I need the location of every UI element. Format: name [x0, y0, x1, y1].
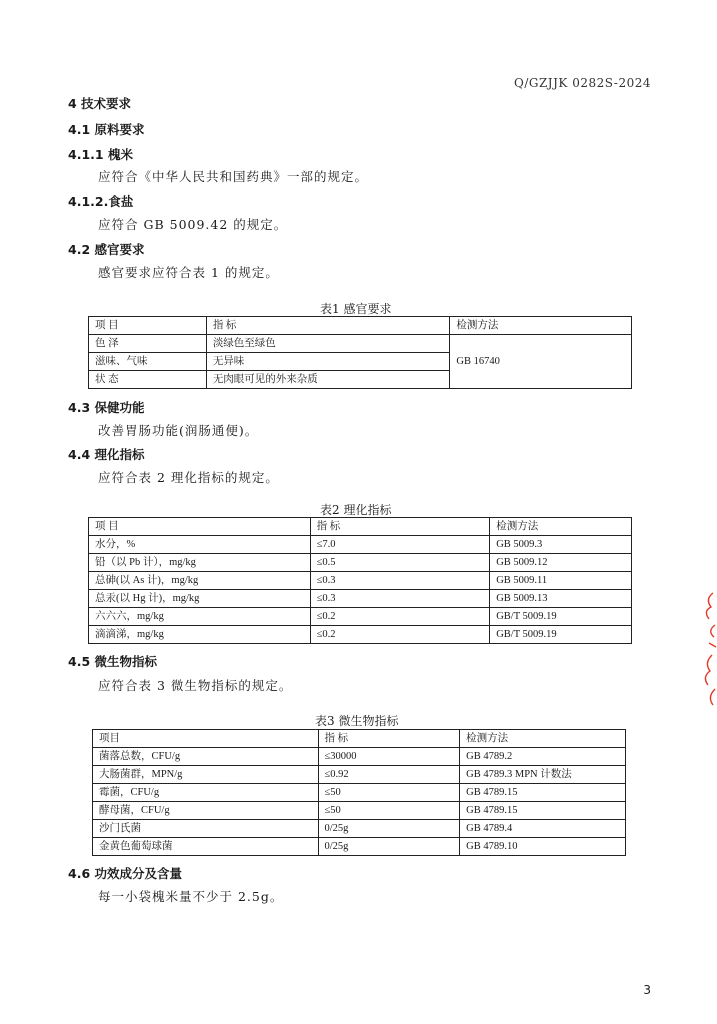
table-row	[89, 608, 632, 626]
heading-microbiological: 4.5 微生物指标	[68, 654, 157, 669]
table-row	[89, 536, 632, 554]
table-cell: 菌落总数，CFU/g	[93, 748, 319, 766]
table-cell: 无肉眼可见的外来杂质	[206, 371, 450, 389]
table-row	[93, 784, 626, 802]
table-cell: GB 4789.3 MPN 计数法	[460, 766, 626, 784]
paragraph-physicochemical: 应符合表 2 理化指标的规定。	[98, 470, 279, 485]
table-sensory	[88, 316, 632, 389]
table-header-cell: 检测方法	[490, 518, 632, 536]
table-cell: ≤30000	[318, 748, 460, 766]
table-cell: 无异味	[206, 353, 450, 371]
table-cell: 状 态	[89, 371, 207, 389]
red-seal-stamp	[695, 585, 717, 715]
table-cell: ≤0.5	[310, 554, 490, 572]
table-cell: ≤7.0	[310, 536, 490, 554]
table-row	[93, 766, 626, 784]
table-cell: 滋味、气味	[89, 353, 207, 371]
table-cell: 金黄色葡萄球菌	[93, 838, 319, 856]
table-cell: GB 4789.15	[460, 784, 626, 802]
table-cell: GB 5009.3	[490, 536, 632, 554]
paragraph-salt: 应符合 GB 5009.42 的规定。	[98, 217, 288, 232]
table-cell: 0/25g	[318, 838, 460, 856]
table1-caption: 表1 感官要求	[320, 302, 392, 316]
table-header-row	[89, 317, 632, 335]
table-cell: ≤50	[318, 784, 460, 802]
table-microbiological	[92, 729, 626, 856]
heading-health-function: 4.3 保健功能	[68, 400, 145, 415]
table-cell: 六六六，mg/kg	[89, 608, 311, 626]
table-cell: ≤0.3	[310, 590, 490, 608]
paragraph-sensory: 感官要求应符合表 1 的规定。	[98, 265, 279, 280]
heading-technical-requirements: 4 技术要求	[68, 96, 132, 111]
table-header-row	[89, 518, 632, 536]
table-cell: 滴滴涕，mg/kg	[89, 626, 311, 644]
table-row	[89, 626, 632, 644]
heading-raw-material: 4.1 原料要求	[68, 122, 145, 137]
table2-caption: 表2 理化指标	[320, 503, 392, 517]
table-cell: GB 4789.2	[460, 748, 626, 766]
table-cell-method: GB 16740	[450, 335, 632, 389]
table-cell: 霉菌，CFU/g	[93, 784, 319, 802]
table-cell: GB 4789.10	[460, 838, 626, 856]
heading-sophora-bud: 4.1.1 槐米	[68, 147, 133, 162]
table-cell: ≤50	[318, 802, 460, 820]
seal-fragment-strokes	[705, 593, 716, 705]
table-cell: 沙门氏菌	[93, 820, 319, 838]
table-row	[89, 554, 632, 572]
table-cell: ≤0.2	[310, 626, 490, 644]
table-header-cell: 项 目	[89, 317, 207, 335]
table-cell: ≤0.92	[318, 766, 460, 784]
table-row	[93, 838, 626, 856]
heading-salt: 4.1.2.食盐	[68, 194, 134, 209]
table-row	[89, 335, 632, 353]
table-header-cell: 项 目	[89, 518, 311, 536]
paragraph-microbiological: 应符合表 3 微生物指标的规定。	[98, 678, 293, 693]
table-cell: ≤0.2	[310, 608, 490, 626]
table-cell: 酵母菌，CFU/g	[93, 802, 319, 820]
table-cell: ≤0.3	[310, 572, 490, 590]
page-number: 3	[643, 983, 651, 997]
heading-sensory: 4.2 感官要求	[68, 242, 145, 257]
table-cell: 色 泽	[89, 335, 207, 353]
table-cell: 总汞(以 Hg 计)，mg/kg	[89, 590, 311, 608]
table-header-cell: 检测方法	[460, 730, 626, 748]
table-cell: 水分，%	[89, 536, 311, 554]
table-header-cell: 项目	[93, 730, 319, 748]
paragraph-sophora-bud: 应符合《中华人民共和国药典》一部的规定。	[98, 169, 369, 184]
table-cell: 淡绿色至绿色	[206, 335, 450, 353]
table-cell: GB 5009.11	[490, 572, 632, 590]
table-header-cell: 指 标	[206, 317, 450, 335]
table-header-cell: 指 标	[318, 730, 460, 748]
table-row	[93, 748, 626, 766]
table-row	[89, 590, 632, 608]
table-cell: GB/T 5009.19	[490, 626, 632, 644]
table-header-cell: 检测方法	[450, 317, 632, 335]
table3-caption: 表3 微生物指标	[315, 714, 399, 728]
table-cell: GB 4789.15	[460, 802, 626, 820]
paragraph-health-function: 改善胃肠功能(润肠通便)。	[98, 423, 259, 438]
table-cell: GB/T 5009.19	[490, 608, 632, 626]
table-cell: 0/25g	[318, 820, 460, 838]
heading-functional-component: 4.6 功效成分及含量	[68, 866, 182, 881]
table-cell: GB 5009.13	[490, 590, 632, 608]
table-cell: GB 4789.4	[460, 820, 626, 838]
table-header-cell: 指 标	[310, 518, 490, 536]
table-physicochemical	[88, 517, 632, 644]
paragraph-functional-component: 每一小袋槐米量不少于 2.5g。	[98, 889, 284, 904]
table-row	[93, 820, 626, 838]
document-number: Q/GZJJK 0282S-2024	[514, 76, 651, 90]
table-row	[89, 572, 632, 590]
table-row	[93, 802, 626, 820]
heading-physicochemical: 4.4 理化指标	[68, 447, 145, 462]
table-header-row	[93, 730, 626, 748]
table-cell: 总砷(以 As 计)，mg/kg	[89, 572, 311, 590]
table-cell: 大肠菌群，MPN/g	[93, 766, 319, 784]
table-cell: GB 5009.12	[490, 554, 632, 572]
table-cell: 铅（以 Pb 计），mg/kg	[89, 554, 311, 572]
